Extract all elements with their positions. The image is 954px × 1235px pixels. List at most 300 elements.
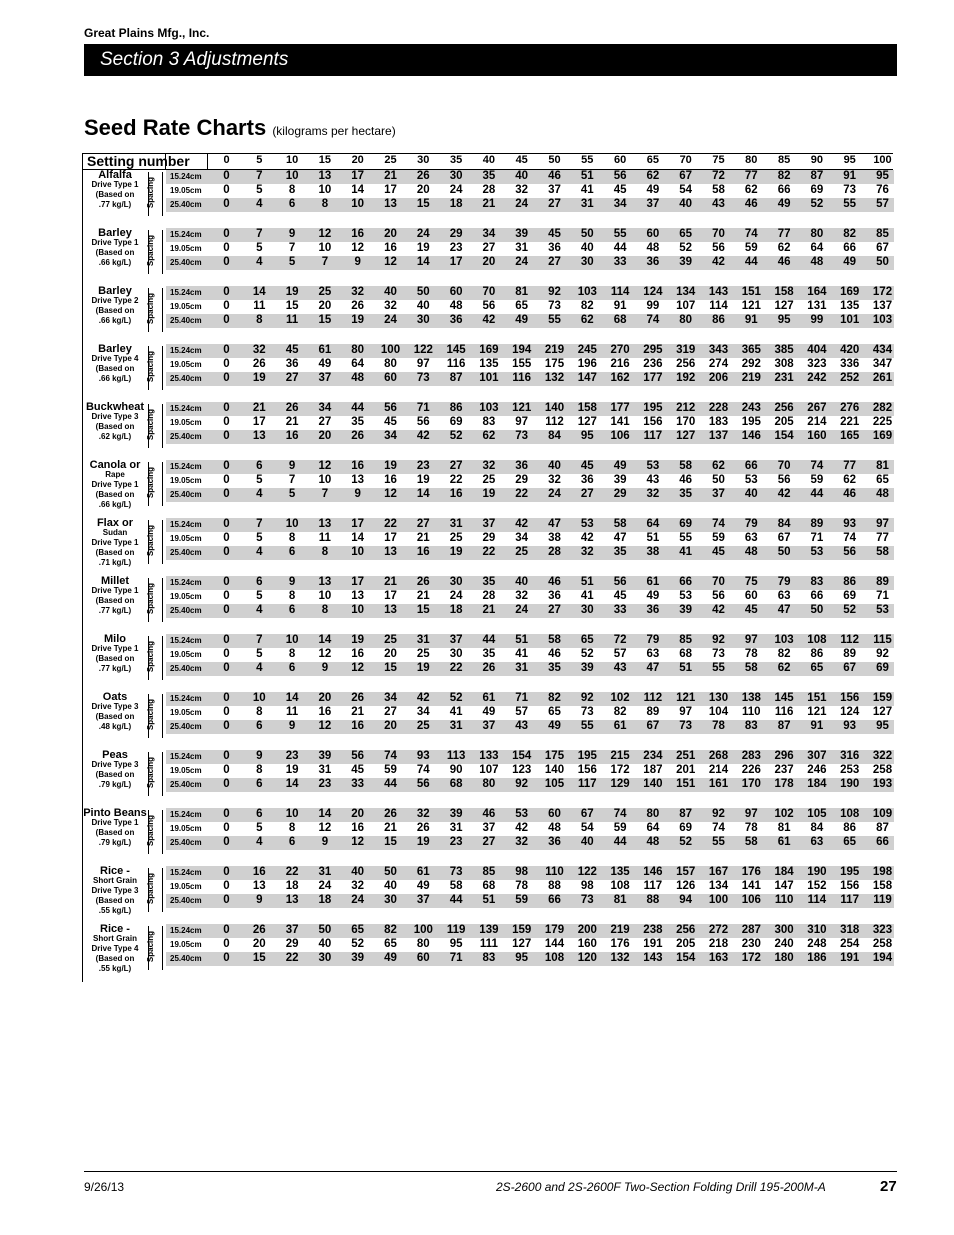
rate-cell: 98 (515, 866, 529, 878)
rate-cell: 256 (676, 358, 696, 370)
rate-cell: 73 (449, 866, 463, 878)
rate-cell: 89 (843, 648, 857, 660)
rate-cell: 24 (384, 314, 397, 326)
page-title-main: Seed Rate Charts (84, 115, 267, 140)
rate-cell: 25 (318, 286, 332, 298)
rate-cell: 11 (318, 532, 331, 544)
rate-cell: 82 (777, 648, 791, 660)
rate-cell: 8 (288, 822, 296, 834)
rate-cell: 8 (321, 546, 329, 558)
rate-cell: 105 (807, 808, 827, 820)
setting-header-cell: 65 (646, 154, 660, 166)
rate-cell: 52 (351, 938, 365, 950)
rate-cell: 116 (774, 706, 794, 718)
rate-cell: 74 (646, 314, 660, 326)
rate-cell: 0 (223, 866, 230, 878)
rate-cell: 140 (643, 778, 663, 790)
rate-cell: 295 (643, 344, 663, 356)
rate-cell: 45 (548, 228, 561, 240)
rate-cell: 420 (840, 344, 860, 356)
crop-name-detail: .66 kg/L) (98, 500, 132, 509)
rate-cell: 77 (777, 228, 791, 240)
setting-header-cell: 35 (449, 154, 463, 166)
rate-cell: 27 (285, 372, 299, 384)
rate-cell: 160 (577, 938, 597, 950)
rate-cell: 172 (610, 764, 630, 776)
row-spacing-label: 25.40cm (170, 780, 202, 789)
rate-cell: 16 (318, 706, 332, 718)
setting-header-cell: 75 (712, 154, 725, 166)
rate-cell: 119 (873, 894, 892, 906)
rate-cell: 57 (876, 198, 889, 210)
rate-cell: 36 (548, 590, 561, 602)
rate-cell: 31 (515, 242, 529, 254)
rate-cell: 39 (580, 662, 594, 674)
rate-cell: 27 (449, 460, 463, 472)
rate-cell: 25 (416, 648, 430, 660)
rate-cell: 46 (679, 474, 693, 486)
rate-cell: 58 (449, 880, 463, 892)
rate-cell: 86 (843, 576, 857, 588)
rate-cell: 236 (643, 358, 663, 370)
page-title (84, 115, 396, 141)
rate-cell: 5 (256, 590, 263, 602)
crop-name-title: Millet (100, 575, 130, 587)
crop-name-detail: Drive Type 1 (91, 180, 139, 189)
rate-cell: 124 (643, 286, 663, 298)
rate-cell: 156 (577, 764, 597, 776)
rate-cell: 120 (577, 952, 597, 964)
rate-cell: 123 (512, 764, 532, 776)
row-spacing-label: 15.24cm (170, 926, 202, 935)
rate-cell: 56 (482, 300, 496, 312)
rate-cell: 66 (876, 836, 889, 848)
rate-cell: 28 (548, 546, 561, 558)
rate-cell: 101 (479, 372, 499, 384)
rate-cell: 66 (744, 460, 758, 472)
rate-cell: 434 (872, 344, 893, 356)
rate-cell: 145 (446, 344, 466, 356)
rate-cell: 32 (580, 546, 594, 558)
rate-cell: 39 (449, 808, 463, 820)
spacing-label-box (148, 230, 163, 274)
rate-cell: 276 (840, 402, 860, 414)
table-row (166, 692, 894, 706)
rate-cell: 12 (318, 228, 332, 240)
row-spacing-label: 25.40cm (170, 722, 202, 731)
rate-cell: 198 (872, 866, 893, 878)
crop-name (83, 460, 147, 510)
rate-cell: 80 (416, 938, 430, 950)
rate-cell: 256 (774, 402, 794, 414)
rate-cell: 0 (223, 576, 230, 588)
rate-cell: 45 (384, 416, 397, 428)
crop-name (83, 576, 147, 616)
rate-cell: 36 (580, 474, 594, 486)
rate-cell: 112 (643, 692, 663, 704)
rate-cell: 167 (708, 866, 729, 878)
rate-cell: 176 (610, 938, 630, 950)
rate-cell: 19 (416, 836, 430, 848)
rate-cell: 0 (223, 402, 230, 414)
rate-cell: 43 (515, 720, 529, 732)
rate-cell: 62 (777, 662, 791, 674)
row-spacing-label: 19.05cm (170, 360, 202, 369)
table-row (166, 256, 894, 270)
rate-cell: 0 (223, 706, 230, 718)
spacing-label-box (148, 288, 163, 332)
rate-cell: 0 (223, 170, 230, 182)
rate-cell: 138 (741, 692, 761, 704)
rate-cell: 21 (351, 706, 365, 718)
crop-name-detail: Drive Type 1 (91, 480, 139, 489)
table-row (166, 952, 894, 966)
rate-cell: 8 (256, 764, 263, 776)
rate-cell: 31 (449, 720, 463, 732)
rate-cell: 66 (679, 576, 693, 588)
rate-cell: 336 (840, 358, 860, 370)
rate-cell: 180 (774, 952, 794, 964)
rate-cell: 77 (876, 532, 889, 544)
rate-cell: 110 (774, 894, 794, 906)
rate-cell: 52 (843, 604, 857, 616)
rate-cell: 0 (223, 778, 230, 790)
crop-name-detail: .62 kg/L) (98, 432, 132, 441)
rate-cell: 20 (384, 720, 397, 732)
table-row (166, 358, 894, 372)
rate-cell: 122 (577, 866, 597, 878)
rate-cell: 0 (223, 300, 230, 312)
rate-cell: 16 (351, 720, 365, 732)
rate-cell: 39 (351, 952, 365, 964)
section-header-bar (84, 44, 897, 76)
rate-cell: 9 (354, 256, 361, 268)
rate-cell: 175 (544, 750, 565, 762)
rate-cell: 31 (318, 764, 332, 776)
row-spacing-label: 19.05cm (170, 882, 202, 891)
rate-cell: 7 (256, 228, 263, 240)
rate-cell: 10 (318, 184, 332, 196)
rate-cell: 310 (807, 924, 827, 936)
rate-cell: 194 (872, 952, 893, 964)
rate-cell: 27 (318, 416, 332, 428)
rate-cell: 48 (646, 836, 660, 848)
rate-cell: 24 (449, 184, 463, 196)
crop-name-detail: Drive Type 1 (91, 818, 139, 827)
rate-cell: 83 (482, 416, 496, 428)
rate-cell: 195 (840, 866, 860, 878)
rate-cell: 226 (741, 764, 761, 776)
rate-cell: 59 (712, 532, 725, 544)
rate-cell: 163 (708, 952, 729, 964)
rate-cell: 27 (384, 706, 397, 718)
rate-cell: 121 (807, 706, 827, 718)
rate-cell: 6 (288, 198, 296, 210)
table-row (166, 488, 894, 502)
crop-name-detail: (Based on (95, 422, 135, 431)
spacing-label: Spacing (146, 408, 156, 441)
rate-cell: 56 (777, 474, 791, 486)
rate-cell: 0 (223, 924, 230, 936)
rate-cell: 146 (741, 430, 761, 442)
rate-cell: 65 (876, 474, 889, 486)
crop-name-detail: Drive Type 3 (91, 412, 139, 421)
rate-cell: 71 (449, 952, 463, 964)
rate-cell: 44 (810, 488, 824, 500)
rate-cell: 26 (285, 402, 299, 414)
rate-cell: 30 (384, 894, 397, 906)
rate-cell: 38 (646, 546, 660, 558)
rate-cell: 300 (774, 924, 794, 936)
rate-cell: 91 (843, 170, 857, 182)
crop-block (82, 924, 893, 982)
rate-cell: 39 (318, 750, 332, 762)
rate-cell: 186 (807, 952, 827, 964)
table-row (166, 198, 894, 212)
rate-cell: 85 (482, 866, 496, 878)
rate-cell: 46 (548, 576, 561, 588)
header-divider (165, 154, 166, 169)
rate-cell: 34 (416, 706, 430, 718)
rate-cell: 27 (548, 198, 561, 210)
rate-cell: 61 (482, 692, 496, 704)
rate-cell: 0 (223, 532, 230, 544)
rate-cell: 26 (384, 808, 397, 820)
crop-name-detail: .79 kg/L) (98, 838, 132, 847)
rate-cell: 162 (610, 372, 630, 384)
rate-cell: 156 (643, 416, 663, 428)
rate-cell: 12 (384, 256, 397, 268)
rate-cell: 110 (545, 866, 564, 878)
crop-name-detail: (Based on (95, 548, 135, 557)
rate-cell: 52 (810, 198, 824, 210)
rate-cell: 292 (741, 358, 761, 370)
rate-cell: 87 (810, 170, 824, 182)
rate-cell: 80 (482, 778, 496, 790)
setting-number-label: Setting number (87, 153, 190, 169)
rate-cell: 24 (416, 228, 430, 240)
rate-cell: 296 (774, 750, 794, 762)
setting-header-cell: 90 (810, 154, 824, 166)
rate-cell: 65 (384, 938, 397, 950)
row-spacing-label: 25.40cm (170, 374, 202, 383)
rate-cell: 143 (708, 286, 729, 298)
rate-cell: 0 (223, 518, 230, 530)
table-row (166, 808, 894, 822)
rate-cell: 67 (679, 170, 693, 182)
rate-cell: 15 (416, 198, 430, 210)
rate-cell: 0 (223, 372, 230, 384)
rate-cell: 64 (810, 242, 824, 254)
rate-cell: 121 (676, 692, 696, 704)
rate-cell: 40 (384, 286, 397, 298)
crop-name-detail: .77 kg/L) (98, 664, 132, 673)
rate-cell: 157 (676, 866, 696, 878)
crop-name-detail: (Based on (95, 596, 135, 605)
rate-cell: 0 (223, 634, 230, 646)
rate-cell: 16 (351, 460, 365, 472)
rate-cell: 71 (810, 532, 824, 544)
rate-cell: 40 (744, 488, 758, 500)
rate-cell: 254 (840, 938, 860, 950)
crop-block (82, 460, 893, 518)
rate-cell: 8 (288, 532, 296, 544)
table-row (166, 604, 894, 618)
rate-cell: 13 (351, 590, 365, 602)
rate-cell: 32 (515, 836, 529, 848)
rate-cell: 82 (384, 924, 397, 936)
rate-cell: 8 (288, 590, 296, 602)
spacing-label-box (148, 346, 163, 390)
rate-cell: 45 (580, 460, 594, 472)
rate-cell: 122 (413, 344, 433, 356)
rate-cell: 32 (646, 488, 660, 500)
rate-cell: 15 (285, 300, 299, 312)
rate-cell: 9 (321, 662, 329, 674)
footer-date: 9/26/13 (84, 1180, 125, 1194)
rate-cell: 51 (580, 170, 594, 182)
setting-header-cell: 55 (581, 154, 594, 166)
rate-cell: 42 (712, 604, 725, 616)
rate-cell: 32 (515, 590, 529, 602)
rate-cell: 87 (679, 808, 693, 820)
table-row (166, 242, 894, 256)
rate-cell: 35 (482, 170, 496, 182)
rate-cell: 20 (482, 256, 496, 268)
rate-cell: 45 (744, 604, 758, 616)
setting-header-cell: 5 (256, 154, 263, 166)
rate-cell: 63 (646, 648, 660, 660)
rate-cell: 42 (580, 532, 594, 544)
rate-cell: 55 (712, 836, 725, 848)
rate-cell: 21 (384, 822, 397, 834)
rate-cell: 240 (774, 938, 794, 950)
rate-cell: 158 (774, 286, 794, 298)
rate-cell: 84 (810, 822, 824, 834)
rate-cell: 14 (416, 256, 430, 268)
rate-cell: 66 (810, 590, 824, 602)
rate-cell: 62 (646, 170, 660, 182)
crop-name-detail: .55 kg/L) (98, 964, 132, 973)
rate-cell: 347 (872, 358, 893, 370)
rate-cell: 31 (318, 866, 332, 878)
rate-cell: 115 (873, 634, 892, 646)
rate-cell: 283 (741, 750, 761, 762)
rate-cell: 11 (253, 300, 266, 312)
rate-cell: 129 (610, 778, 630, 790)
rate-cell: 53 (744, 474, 758, 486)
rate-cell: 74 (384, 750, 397, 762)
setting-header-cell: 20 (351, 154, 364, 166)
crop-name-detail: .66 kg/L) (98, 316, 132, 325)
rate-cell: 172 (872, 286, 893, 298)
rate-cell: 46 (744, 198, 758, 210)
rate-cell: 18 (285, 880, 299, 892)
rate-cell: 137 (872, 300, 893, 312)
spacing-label-box (148, 868, 163, 912)
rate-cell: 16 (252, 866, 266, 878)
rate-cell: 11 (286, 314, 299, 326)
rate-cell: 172 (741, 952, 761, 964)
rate-cell: 52 (679, 836, 693, 848)
rate-cell: 29 (515, 474, 529, 486)
rate-cell: 51 (515, 634, 529, 646)
rate-cell: 21 (285, 416, 299, 428)
spacing-label-box (148, 404, 163, 448)
rate-cell: 27 (548, 604, 561, 616)
rate-cell: 176 (741, 866, 761, 878)
rate-cell: 30 (318, 952, 332, 964)
crop-name-detail: (Based on (95, 364, 135, 373)
rate-cell: 8 (321, 604, 329, 616)
rate-cell: 37 (285, 924, 299, 936)
spacing-label: Spacing (146, 872, 156, 905)
rate-cell: 46 (548, 170, 561, 182)
rate-cell: 81 (777, 822, 791, 834)
row-spacing-label: 19.05cm (170, 592, 202, 601)
rate-cell: 97 (744, 808, 758, 820)
rate-cell: 100 (708, 894, 729, 906)
spacing-label-box (148, 578, 163, 622)
rate-cell: 15 (318, 314, 332, 326)
rate-cell: 54 (580, 822, 594, 834)
crop-name-detail: .71 kg/L) (98, 558, 132, 567)
rate-cell: 55 (613, 228, 627, 240)
row-spacing-label: 25.40cm (170, 432, 202, 441)
rate-cell: 66 (777, 184, 791, 196)
rate-cell: 36 (548, 836, 561, 848)
rate-cell: 70 (482, 286, 496, 298)
row-spacing-label: 19.05cm (170, 244, 202, 253)
rate-cell: 71 (515, 692, 529, 704)
rate-cell: 20 (252, 938, 266, 950)
rate-cell: 170 (676, 416, 696, 428)
rate-cell: 65 (810, 662, 824, 674)
rate-cell: 10 (351, 604, 365, 616)
rate-cell: 40 (351, 866, 365, 878)
rate-cell: 66 (548, 894, 561, 906)
rate-cell: 68 (613, 314, 627, 326)
rate-cell: 133 (479, 750, 499, 762)
crop-name-detail: .55 kg/L) (98, 906, 132, 915)
crop-name-detail: (Based on (95, 490, 135, 499)
rate-cell: 127 (512, 938, 532, 950)
rate-cell: 64 (646, 822, 660, 834)
rate-cell: 40 (384, 880, 397, 892)
spacing-label: Spacing (146, 582, 156, 615)
rate-cell: 8 (256, 314, 263, 326)
rate-cell: 268 (708, 750, 729, 762)
rate-cell: 117 (643, 880, 663, 892)
rate-cell: 165 (840, 430, 860, 442)
rate-cell: 56 (384, 402, 397, 414)
rate-cell: 74 (744, 228, 758, 240)
rate-cell: 87 (449, 372, 463, 384)
rate-cell: 0 (223, 184, 230, 196)
row-spacing-label: 19.05cm (170, 940, 202, 949)
rate-cell: 110 (742, 706, 761, 718)
crop-name-detail: Drive Type 2 (91, 296, 139, 305)
rate-cell: 230 (741, 938, 761, 950)
rate-cell: 89 (810, 518, 824, 530)
table-row (166, 474, 894, 488)
rate-cell: 58 (744, 662, 758, 674)
rate-cell: 21 (416, 532, 430, 544)
rate-cell: 52 (449, 430, 463, 442)
rate-cell: 33 (613, 256, 627, 268)
crop-name-detail: .66 kg/L) (98, 258, 132, 267)
rate-cell: 55 (580, 720, 594, 732)
